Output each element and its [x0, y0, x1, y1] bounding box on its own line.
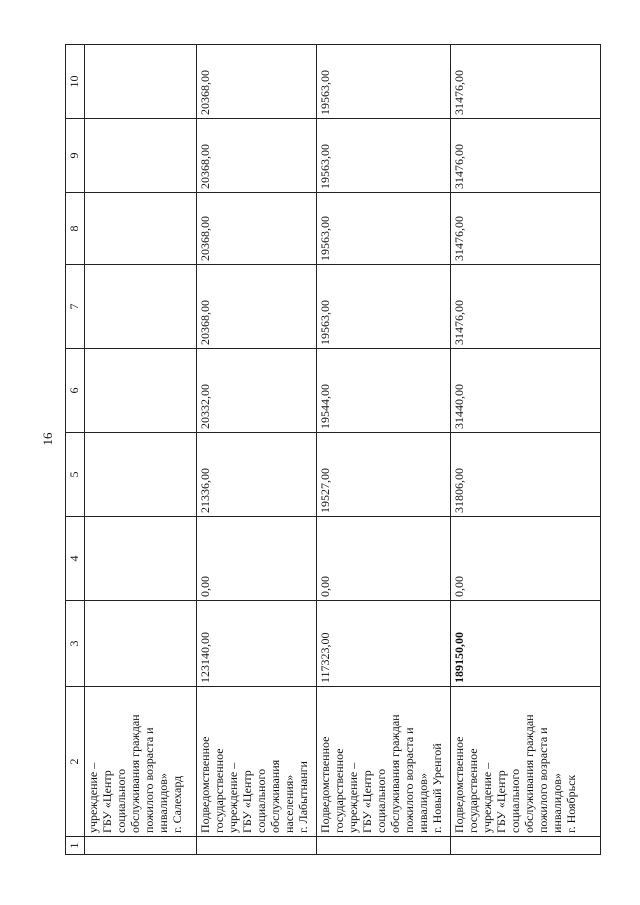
- value-cell: [85, 193, 197, 265]
- value-cell: 19527,00: [317, 433, 451, 517]
- table-row: [317, 45, 451, 855]
- value-cell: 20368,00: [197, 193, 317, 265]
- column-number-1: 1: [66, 837, 85, 855]
- column-number-5: 5: [66, 433, 85, 517]
- column-number-7: 7: [66, 265, 85, 349]
- column-number-9: 9: [66, 119, 85, 193]
- value-cell: 0,00: [197, 517, 317, 601]
- rotated-table-wrapper: [65, 65, 635, 855]
- value-cell: [85, 119, 197, 193]
- total-cell: 123140,00: [197, 601, 317, 687]
- value-cell: 31476,00: [451, 193, 601, 265]
- total-cell: 117323,00: [317, 601, 451, 687]
- table-row: [197, 45, 317, 855]
- row-number-cell: [317, 837, 451, 855]
- budget-table: [65, 44, 601, 855]
- value-cell: 20332,00: [197, 349, 317, 433]
- value-cell: 0,00: [317, 517, 451, 601]
- column-number-8: 8: [66, 193, 85, 265]
- value-cell: 31476,00: [451, 45, 601, 119]
- institution-cell: Подведомственное государственное учреждение – ГБУ «Центр социального обслуживания граждан пожилого возраста и инвалидов» г. Новый Уренгой: [317, 687, 451, 837]
- row-number-cell: [197, 837, 317, 855]
- value-cell: 19563,00: [317, 265, 451, 349]
- page-number: 16: [40, 432, 55, 446]
- row-number-cell: [85, 837, 197, 855]
- value-cell: [85, 349, 197, 433]
- column-number-4: 4: [66, 517, 85, 601]
- value-cell: 31476,00: [451, 119, 601, 193]
- column-number-3: 3: [66, 601, 85, 687]
- institution-cell: учреждение – ГБУ «Центр социального обслуживания граждан пожилого возраста и инвалидов» г. Салехард: [85, 687, 197, 837]
- value-cell: [85, 517, 197, 601]
- total-cell: [85, 601, 197, 687]
- value-cell: 31440,00: [451, 349, 601, 433]
- value-cell: 0,00: [451, 517, 601, 601]
- value-cell: 31806,00: [451, 433, 601, 517]
- total-cell: 189150,00: [451, 601, 601, 687]
- column-number-10: 10: [66, 45, 85, 119]
- institution-cell: Подведомственное государственное учреждение – ГБУ «Центр социального обслуживания населения» г. Лабытнанги: [197, 687, 317, 837]
- institution-cell: Подведомственное государственное учреждение – ГБУ «Центр социального обслуживания граждан пожилого возраста и инвалидов» г. Ноябрьск: [451, 687, 601, 837]
- value-cell: 31476,00: [451, 265, 601, 349]
- row-number-cell: [451, 837, 601, 855]
- table-row: [451, 45, 601, 855]
- value-cell: 20368,00: [197, 119, 317, 193]
- value-cell: 19544,00: [317, 349, 451, 433]
- value-cell: [85, 265, 197, 349]
- value-cell: [85, 45, 197, 119]
- value-cell: 21336,00: [197, 433, 317, 517]
- column-number-2: 2: [66, 687, 85, 837]
- value-cell: 19563,00: [317, 45, 451, 119]
- value-cell: 19563,00: [317, 193, 451, 265]
- value-cell: 20368,00: [197, 265, 317, 349]
- header-row: [66, 45, 85, 855]
- value-cell: 20368,00: [197, 45, 317, 119]
- column-number-6: 6: [66, 349, 85, 433]
- value-cell: [85, 433, 197, 517]
- value-cell: 19563,00: [317, 119, 451, 193]
- table-row: [85, 45, 197, 855]
